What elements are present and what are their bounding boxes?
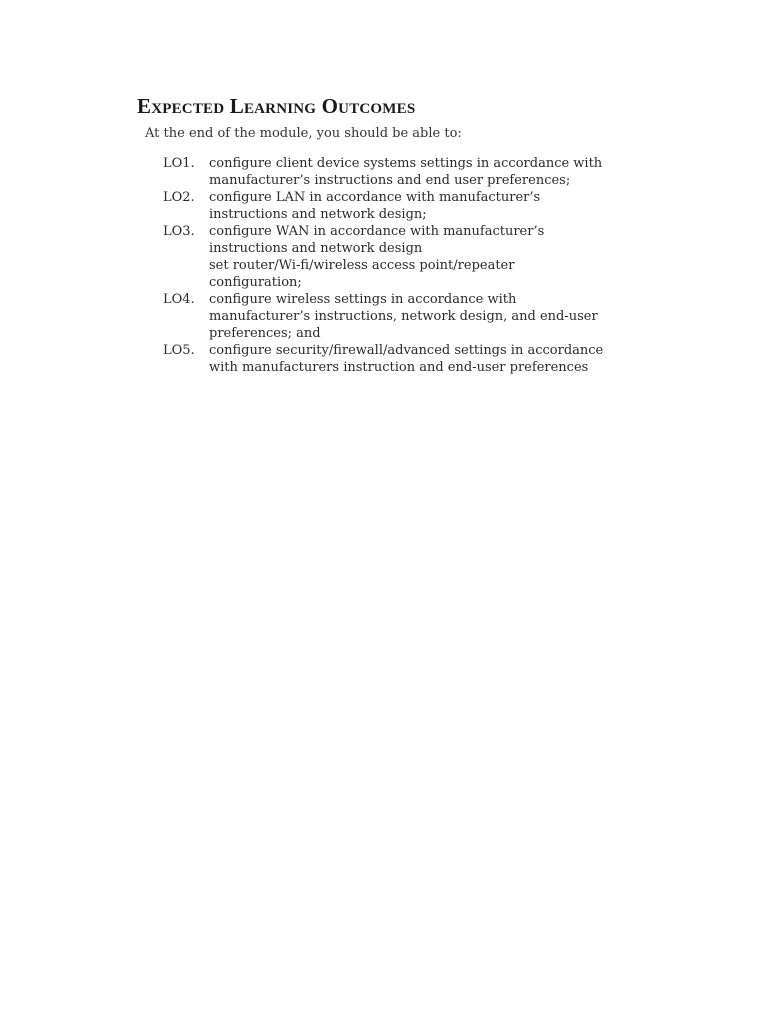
intro-text: At the end of the module, you should be able to: [145,126,462,141]
outcome-text-line: set router/Wi-fi/wireless access point/repeater [209,258,515,273]
outcome-code: LO5. [163,343,195,358]
section-heading: Expected Learning Outcomes [137,94,416,118]
outcome-text-line: configuration; [209,275,302,290]
learning-outcome-2 [163,189,683,223]
learning-outcome-5 [163,342,683,376]
outcome-code: LO1. [163,156,195,171]
outcome-code: LO3. [163,224,195,239]
outcome-text-line: configure client device systems settings in accordance with [209,156,603,171]
outcome-text-line: preferences; and [209,326,321,341]
outcome-text-line: configure LAN in accordance with manufacturer’s [209,190,541,205]
outcome-code: LO2. [163,190,195,205]
outcome-text-line: manufacturer’s instructions, network design, and end-user [209,309,598,324]
outcome-text-line: configure wireless settings in accordance with [209,292,517,307]
outcome-code: LO4. [163,292,195,307]
learning-outcome-3 [163,223,683,291]
outcome-text-line: with manufacturers instruction and end-user preferences [209,360,589,375]
outcome-text-line: configure security/firewall/advanced settings in accordance [209,343,604,358]
learning-outcomes-list [163,155,683,376]
outcome-text-line: manufacturer’s instructions and end user preferences; [209,173,571,188]
outcome-text-line: instructions and network design; [209,207,427,222]
outcome-text-line: configure WAN in accordance with manufacturer’s [209,224,545,239]
learning-outcome-4 [163,291,683,342]
learning-outcome-1 [163,155,683,189]
outcome-text-line: instructions and network design [209,241,423,256]
